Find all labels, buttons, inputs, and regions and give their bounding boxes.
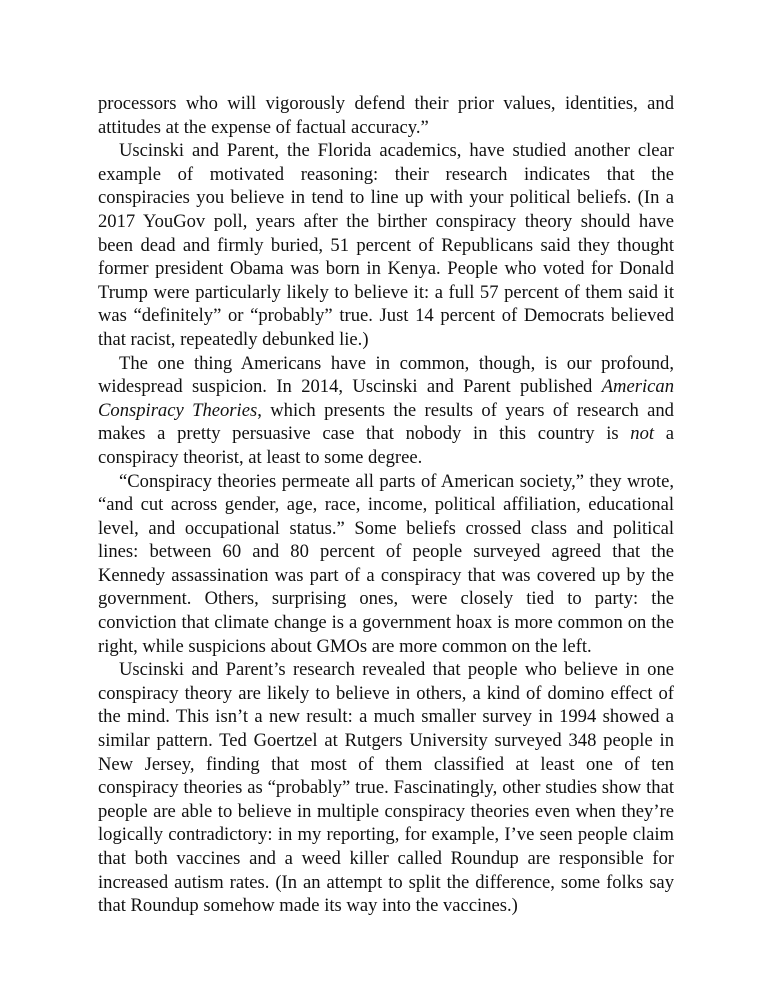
document-page bbox=[98, 92, 674, 918]
paragraph-2 bbox=[98, 139, 674, 351]
paragraph-text: a conspiracy theorist, at least to some degree. bbox=[98, 423, 674, 468]
paragraph-text: The one thing Americans have in common, though, is our profound, widespread suspicion. In 2014, Uscinski and Parent published bbox=[98, 352, 674, 398]
emphasis-text: not bbox=[630, 423, 655, 445]
paragraph-1 bbox=[98, 92, 674, 139]
paragraph-4 bbox=[98, 470, 674, 659]
paragraph-3 bbox=[98, 352, 674, 470]
paragraph-text: Uscinski and Parent, the Florida academics, have studied another clear example of motivated reasoning: their research indicates that the conspiracies you believe in tend to line up with your political beliefs. (In a 2017 YouGov poll, years after the birther conspiracy theory should have been dead and firmly buried, 51 percent of Republicans said they thought former president Obama was born in Kenya. People who voted for Donald Trump were particularly likely to believe it: a full 57 percent of them said it was “definitely” or “probably” true. Just 14 percent of Democrats believed that racist, repeatedly debunked lie.) bbox=[98, 140, 674, 350]
book-title: American Conspiracy Theories bbox=[98, 376, 674, 421]
paragraph-text: “Conspiracy theories permeate all parts of American society,” they wrote, “and cut across gender, age, race, income, political affiliation, educational level, and occupational status.” Some beliefs crossed class and political lines: between 60 and 80 percent of people surveyed agreed that the Kennedy assassination was part of a conspiracy that was covered up by the government. Others, surprising ones, were closely tied to party: the conviction that climate change is a government hoax is more common on the right, while suspicions about GMOs are more common on the left. bbox=[98, 470, 674, 657]
paragraph-text: , which presents the results of years of research and makes a pretty persuasive case that nobody in this country is bbox=[98, 399, 674, 445]
paragraph-5 bbox=[98, 658, 674, 918]
paragraph-text: processors who will vigorously defend their prior values, identities, and attitudes at the expense of factual accuracy.” bbox=[98, 93, 674, 138]
paragraph-text: Uscinski and Parent’s research revealed that people who believe in one conspiracy theory are likely to believe in others, a kind of domino effect of the mind. This isn’t a new result: a much smaller survey in 1994 showed a similar pattern. Ted Goertzel at Rutgers University surveyed 348 people in New Jersey, finding that most of them classified at least one of ten conspiracy theories as “probably” true. Fascinatingly, other studies show that people are able to believe in multiple conspiracy theories even when they’re logically contradictory: in my reporting, for example, I’ve seen people claim that both vaccines and a weed killer called Roundup are responsible for increased autism rates. (In an attempt to split the difference, some folks say that Roundup somehow made its way into the vaccines.) bbox=[98, 659, 674, 917]
